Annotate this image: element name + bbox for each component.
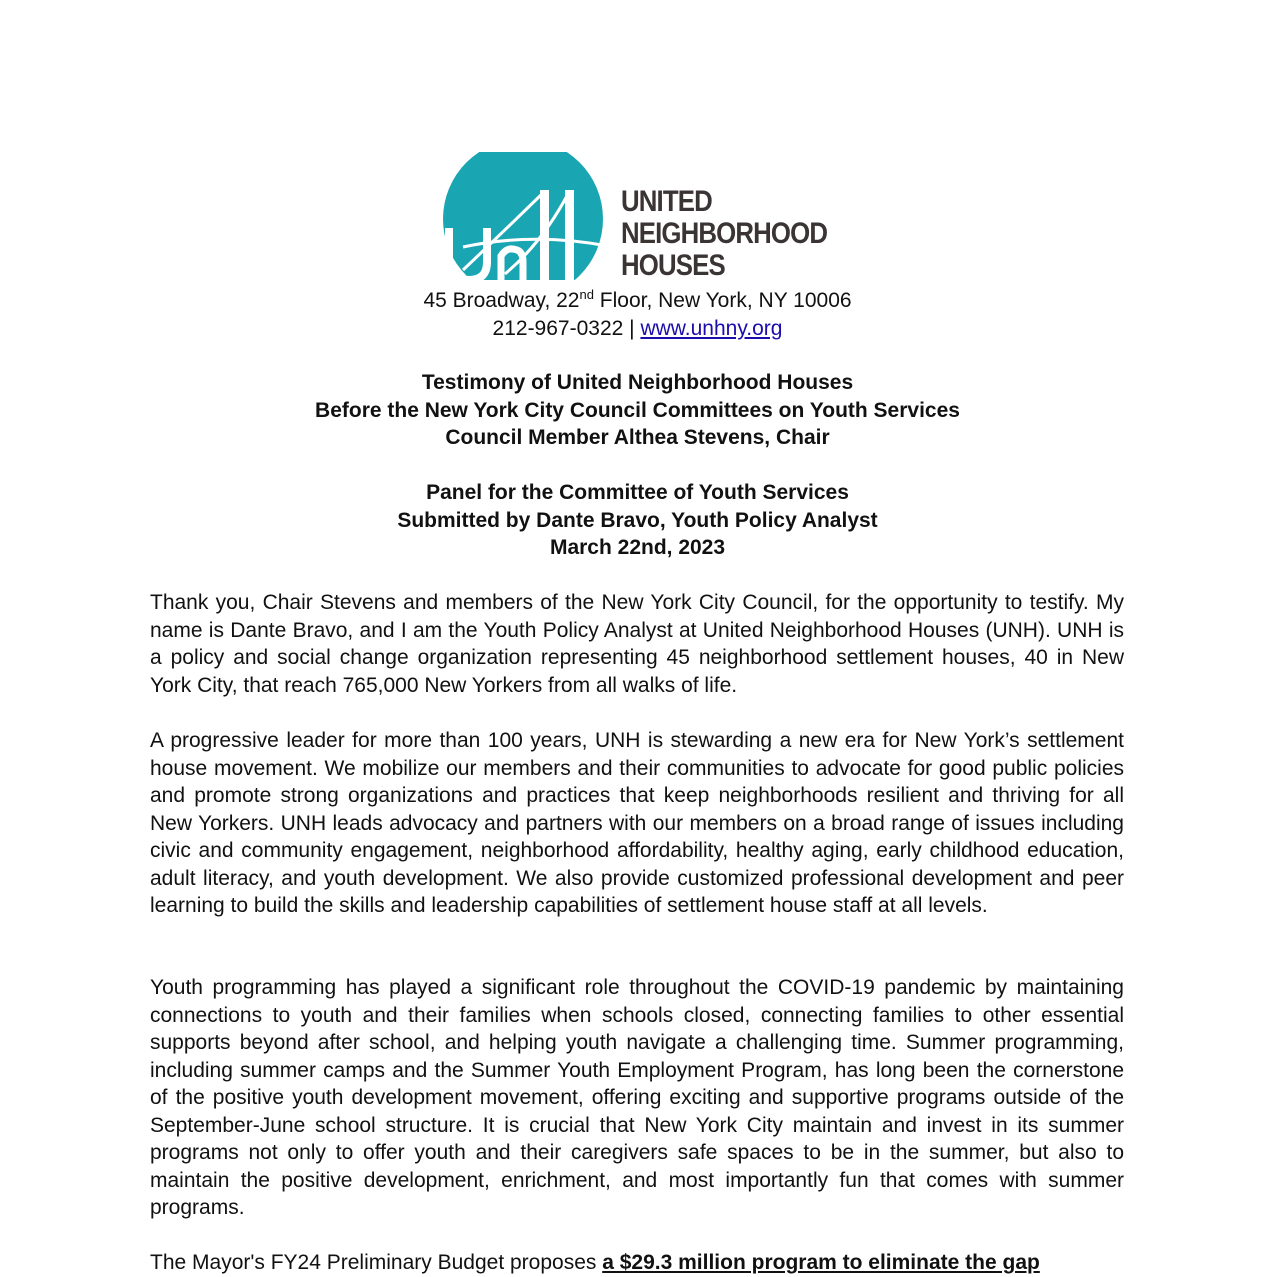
body-paragraph: Thank you, Chair Stevens and members of the New York City Council, for the opportunity to testify. My name is Dante Bravo, and I am the Youth Policy Analyst at United Neighborhood Houses (UNH). UNH is a policy and social change organization representing 45 neighborhood settlement houses, 40 in New York City, that reach 765,000 New Yorkers from all walks of life. [150,591,1124,697]
testimony-heading [150,369,1125,452]
unh-logo [443,152,835,286]
panel-heading [150,479,1125,562]
unh-logo-mark-icon [443,152,613,286]
logo-line: HOUSES [621,249,725,282]
body-paragraph: A progressive leader for more than 100 years, UNH is stewarding a new era for New York’s settlement house movement. We mobilize our members and their communities to advocate for good public policies and promote strong organizations and practices that keep neighborhoods resilient and thriving for all New Yorkers. UNH leads advocacy and partners with our members on a broad range of issues including civic and community engagement, neighborhood affordability, healthy aging, early childhood education, adult literacy, and youth development. We also provide customized professional development and peer learning to build the skills and leadership capabilities of settlement house staff at all levels. [150,729,1124,917]
paragraph-text: The Mayor's FY24 Preliminary Budget proposes [150,1251,603,1274]
body-paragraph: Youth programming has played a significant role throughout the COVID-19 pandemic by maintaining connections to youth and their families when schools closed, connecting families to other essential supports beyond after school, and helping youth navigate a challenging time. Summer programming, including summer camps and the Summer Youth Employment Program, has long been the cornerstone of the positive youth development movement, offering exciting and supportive programs outside of the September-June school structure. It is crucial that New York City maintain and invest in its summer programs not only to offer youth and their caregivers safe spaces to be in the summer, but also to maintain the positive development, enrichment, and most importantly fun that comes with summer programs. [150,976,1124,1219]
heading-line: Panel for the Committee of Youth Services [426,481,849,504]
address-prefix: 45 Broadway, 22 [423,289,580,312]
heading-line: Council Member Althea Stevens, Chair [445,426,830,449]
body-paragraph [150,1249,1124,1277]
logo-line: NEIGHBORHOOD [621,217,828,250]
address-line [150,287,1125,315]
emphasized-text: a $29.3 million program to eliminate the gap [602,1251,1040,1274]
website-link[interactable]: www.unhny.org [640,316,783,340]
heading-line: March 22nd, 2023 [549,536,726,559]
contact-line [150,315,1125,343]
heading-line: Submitted by Dante Bravo, Youth Policy Analyst [397,508,878,532]
address-suffix: Floor, New York, NY 10006 [593,289,852,312]
address-superscript: nd [579,287,594,302]
address-block [150,287,1125,342]
heading-line: Before the New York City Council Committees on Youth Services [315,398,960,422]
logo-line: UNITED [621,185,712,218]
logo-wordmark [621,186,827,282]
phone-text: 212-967-0322 | [492,316,641,340]
heading-line: Testimony of United Neighborhood Houses [421,371,854,394]
